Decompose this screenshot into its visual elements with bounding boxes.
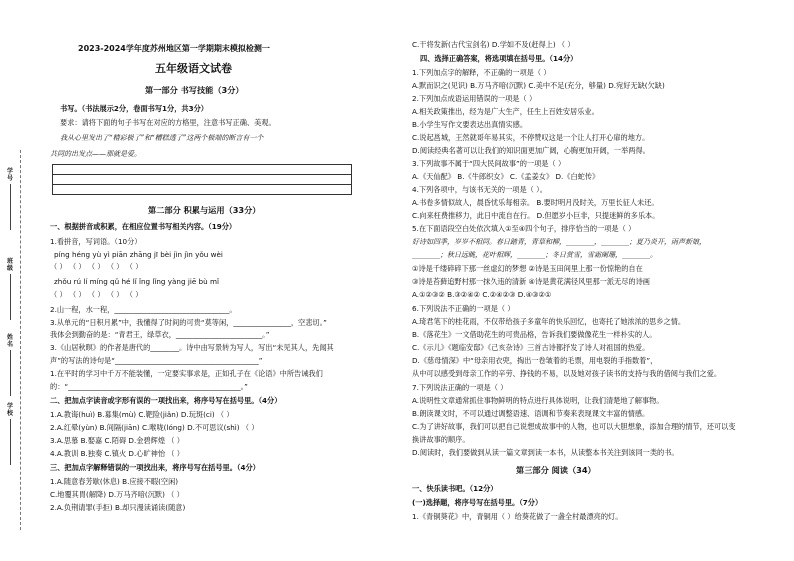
part1-line4: 共同的出发点——那就是爱。 xyxy=(50,150,141,158)
exam-title: 2023-2024学年度苏州地区第一学期期末模拟检测一 xyxy=(78,44,270,53)
q4-5c: ①诗是千缕碎碎下那一丝虚幻的梦想 ②诗是玉田间里上那一份惊艳的自在 xyxy=(412,264,643,273)
binding-margin xyxy=(0,0,30,561)
q4-2a: A.相关政策推出，经为是广大生产，任生上百姓安居乐业。 xyxy=(412,107,599,116)
q3-2: C.地覆其胃(解降) D.万马齐喑(沉默) （ ） xyxy=(50,490,184,499)
q3-3: 2.A.负荆请罪(手拒) B.却只漫读诵读(随意) xyxy=(50,503,186,512)
q3-1: 1.A.随意春芳歇(休息) B.应接不暇(空闲) xyxy=(50,477,179,486)
margin-underline xyxy=(10,184,11,230)
reading1-sub: (一)选择题，将序号写在括号里。（7分） xyxy=(412,498,543,507)
margin-underline xyxy=(10,419,11,465)
q4-6e: 从中可以感受到母亲工作的辛劳、挣钱的不易，以及她对孩子读书的支持与我的借阅与我们之爱。 xyxy=(412,369,722,378)
q3-heading: 三、把加点字解释错误的一项找出来，将序号写在括号里。（4分） xyxy=(50,463,260,472)
q1-3b: 我体会到勤奋的是：“青君王，绿草衣，________________________。” xyxy=(50,330,270,339)
margin-label-school: 学校 xyxy=(7,403,14,417)
pinyin-row-1: píng héng yù yì piān zhāng jī bèi jìn jìn yǒu wèi xyxy=(54,250,223,259)
q4-7a: A.说明性文章通常抓住事物鲜明的特点进行具体说明，让我们清楚地了解事物。 xyxy=(412,396,664,405)
q4-7e: D.阅读时，我们要做到从读一篇文章到读一本书，从读整本书关注到该同一类的书。 xyxy=(412,448,679,457)
q4-5a: 好诗如四季，岁岁不相同。春日踏青，青草和柳，________，________；夏乃炎开，雨声新娘， xyxy=(412,238,706,246)
q4-2: 2.下列加点成语运用错误的一项是（ ） xyxy=(412,94,537,103)
q4-1: 1.下列加点字的解释，不正确的一项是（ ） xyxy=(412,68,551,77)
q4-heading: 四、选择正确答案，将选项填在括号里。（14分） xyxy=(420,54,578,63)
exam-subtitle: 五年级语文试卷 xyxy=(155,62,232,75)
answer-brackets-row-2[interactable]: （ ） （ ） （ ） （ ） （ ） xyxy=(50,290,143,299)
q4-6: 6.下列说法不正确的一项是（ ） xyxy=(412,304,515,313)
q4-5: 5.在下面语段空白处依次填入①至④四个句子，排序恰当的一项是（ ） xyxy=(412,224,636,233)
q4-7c: C.为了讲好故事，我们可以把自己说想成故事中的人物，也可以大胆想象，添加合理的情节，还可以变 xyxy=(412,422,736,431)
reading1-q1: 1.《青铜葵花》中，青铜用（ ）给葵花做了一盏全村最漂亮的灯。 xyxy=(412,512,623,521)
margin-label-student-id: 学号 xyxy=(7,168,14,182)
q4-4: 4.下列各项中，与该书无关的一项是（ ）。 xyxy=(412,185,547,194)
q4-6b: B.《落花生》一文借助花生的可贵品格，告诉我们要做像花生一样朴实的人。 xyxy=(412,330,657,339)
writing-row[interactable] xyxy=(53,185,351,194)
margin-underline xyxy=(10,350,11,396)
q1-5: 1.在平时的学习中千万不能装懂，一定要实事求是，正如孔子在《论语》中所告诫我们 xyxy=(50,369,323,378)
q4-2c: C.说起邕城，王然就哥年易其实，不停赞叹这是一个让人打开心扉的地方。 xyxy=(412,133,650,142)
q4-1a: A.默而识之(见识) B.万马齐喑(沉默) C.美中不足(充分，够量) D.宛好无缺(欠缺) xyxy=(412,81,665,90)
writing-row[interactable] xyxy=(53,175,351,185)
reading1-heading: 一、快乐读书吧。（12分） xyxy=(412,484,498,493)
q2-3: 3.A.思慕 B.娶嘉 C.陌碍 D.金碧辉煌 （ ） xyxy=(50,436,184,445)
binding-dashed-line xyxy=(20,150,21,530)
q4-2b: B.小学生写作文要表达出真情实感。 xyxy=(412,120,528,129)
part1-line2: 要求：请将下面的句子书写在对应的方格里，注意书写正确、美观。 xyxy=(60,118,276,127)
q4-4b: C.向来枉费推移力，此日中流自在行。 D.但愿岁小巨非，只提迷鲜的多乐本。 xyxy=(412,211,660,220)
q4-7: 7.下列说法正确的一项是（ ） xyxy=(412,383,508,392)
q1-5b: 的：“________________________________________________。” xyxy=(50,382,248,391)
q4-5e: A.①②③② B.③②④② C.②④②③ D.④③②① xyxy=(412,290,552,299)
q1-1: 1.看拼音，写词语。（10分） xyxy=(50,237,142,246)
q2-1: 1.A.教诲(huì) B.募集(mù) C.靶险(jiǎn) D.玩斑(ci) （ ） xyxy=(50,410,234,419)
q1-heading: 一、根据拼音或积累，在相应位置书写相关内容。（19分） xyxy=(50,222,237,231)
q2-4: 4.A.教训 B.独奏 C.镇火 D.心旷神怡 （ ） xyxy=(50,449,184,458)
part1-heading: 第一部分 书写技能（3分） xyxy=(145,85,244,95)
q1-3: 3.从单元的“日积月累”中，我懂得了时间的可贵“莫等闲，________________，空悲切。” xyxy=(50,318,327,327)
q4-6a: A.琦君笔下的桂花雨，不仅带给孩子多童年的快乐回忆，也寄托了她浓浓的思乡之情。 xyxy=(412,317,686,326)
q2-2: 2.A.红晕(yùn) B.间隔(jiān) C.喉咙(lóng) D.不可思议(shì) （ ） xyxy=(50,423,259,432)
right-top-line: C.干将发新(古代宝剑名) D.学如不及(赶得上) （ ） xyxy=(412,40,575,49)
q1-4: 3.《山居秋暝》的作者是唐代的________。诗中由写景转为写人，写出“未见其人，先闻其 xyxy=(50,343,334,352)
q4-7d: 换讲故事的顺序。 xyxy=(412,435,470,444)
q4-3a: A.《天仙配》 B.《牛郎织女》 C.《孟姜女》 D.《白蛇传》 xyxy=(412,172,600,181)
q1-4b: 声”的写法的诗句是“________________________________________” xyxy=(50,356,263,365)
part1-line3: 我从心里发出了“精彩极了”和“糟糕透了”这两个极端的断言有一个 xyxy=(60,134,264,142)
q1-2: 2.山一程，水一程，________________________________。 xyxy=(50,305,237,314)
q4-5d: ③诗是苔藓追野村那一抹久违的清新 ④诗是黄花满径风里那一派无尽的诗画 xyxy=(412,277,650,286)
writing-grid[interactable] xyxy=(52,164,352,195)
writing-row[interactable] xyxy=(53,165,351,175)
part2-heading: 第二部分 积累与运用（33分） xyxy=(148,205,261,215)
part3-heading: 第三部分 阅读（34） xyxy=(516,465,596,475)
q4-6c: C.《示儿》《题临安邸》《己亥杂诗》三首古诗都抒发了诗人对祖国的热爱。 xyxy=(412,343,650,352)
answer-brackets-row-1[interactable]: （ ） （ ） （ ） （ ） （ ） xyxy=(50,262,143,271)
margin-label-name: 姓名 xyxy=(7,334,14,348)
q4-3: 3.下列故事不属于“四大民间故事”的一项是（ ） xyxy=(412,159,566,168)
q4-7b: B.朗读课文时，不可以通过调整语速、语调和节奏来表现课文丰富的情感。 xyxy=(412,409,650,418)
margin-underline xyxy=(10,274,11,320)
pinyin-row-2: zhǒu rú lí míng qǔ hé lǐ ǐng lǐng yàng jiē bù mǐ xyxy=(54,277,219,286)
q4-6d: D.《慈母情深》中“母亲用衣兜，掏出一卷皱着的毛票，用电裂的手指数着”， xyxy=(412,356,658,365)
q2-heading: 二、把加点字读音或字形有误的一项找出来，将序号写在括号里。（4分） xyxy=(50,396,282,405)
margin-label-class: 班级 xyxy=(7,258,14,272)
q4-5b: ________；秋日远眺，花叶相辉，________；冬日赏雪，雪霜阑珊，________。 xyxy=(412,251,657,259)
q4-2d: D.阅读经典名著可以让我们的知识面更加广阔，心胸更加开阔，一举两得。 xyxy=(412,146,650,155)
q4-4a: A.书卷多情似故人，晨昏忧乐每相亲。 B.要时明月没时关，万里长征人未还。 xyxy=(412,198,659,207)
part1-line1: 书写。（书法展示2分，卷面书写1分，共3分） xyxy=(60,104,208,113)
